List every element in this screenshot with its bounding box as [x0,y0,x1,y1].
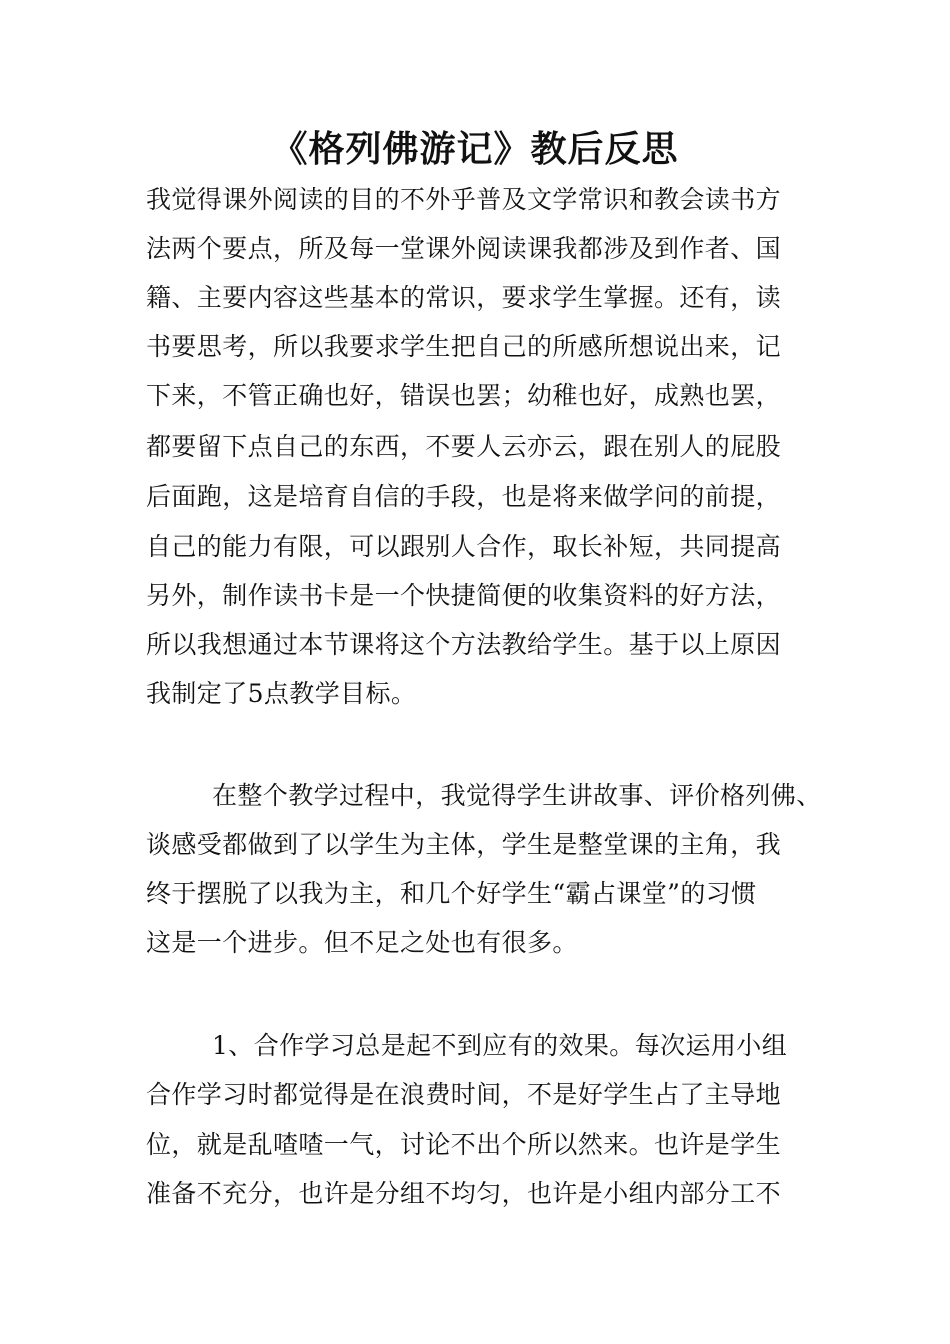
paragraph-1-line: 下来，不管正确也好，错误也罢；幼稚也好，成熟也罢， [146,381,782,410]
paragraph-1-line: 我觉得课外阅读的目的不外乎普及文学常识和教会读书方 [146,185,782,214]
paragraph-3-line: 合作学习时都觉得是在浪费时间，不是好学生占了主导地 [146,1080,782,1109]
paragraph-2-line: 终于摆脱了以我为主，和几个好学生“霸占课堂”的习惯 [146,879,757,908]
paragraph-1-line: 我制定了5点教学目标。 [146,679,417,708]
document-title: 《格列佛游记》教后反思 [271,129,679,170]
paragraph-2-line: 这是一个进步。但不足之处也有很多。 [146,928,578,957]
paragraph-2-line: 在整个教学过程中，我觉得学生讲故事、评价格列佛、 [212,781,822,810]
paragraph-1-line: 另外，制作读书卡是一个快捷简便的收集资料的好方法， [146,581,782,610]
paragraph-1-line: 籍、主要内容这些基本的常识，要求学生掌握。还有，读 [146,283,782,312]
paragraph-3-line: 1、合作学习总是起不到应有的效果。每次运用小组 [212,1031,788,1060]
paragraph-1-line: 法两个要点，所及每一堂课外阅读课我都涉及到作者、国 [146,234,782,263]
paragraph-1-line: 都要留下点自己的东西，不要人云亦云，跟在别人的屁股 [146,432,782,461]
paragraph-3-line: 准备不充分，也许是分组不均匀，也许是小组内部分工不 [146,1179,782,1208]
paragraph-1-line: 后面跑，这是培育自信的手段，也是将来做学问的前提， [146,482,782,511]
paragraph-3-line: 位，就是乱喳喳一气，讨论不出个所以然来。也许是学生 [146,1130,782,1159]
paragraph-1-line: 所以我想通过本节课将这个方法教给学生。基于以上原因 [146,630,782,659]
paragraph-2-line: 谈感受都做到了以学生为主体，学生是整堂课的主角，我 [146,830,782,859]
paragraph-1-line: 自己的能力有限，可以跟别人合作，取长补短，共同提高 [146,532,782,561]
paragraph-1-line: 书要思考，所以我要求学生把自己的所感所想说出来，记 [146,332,782,361]
